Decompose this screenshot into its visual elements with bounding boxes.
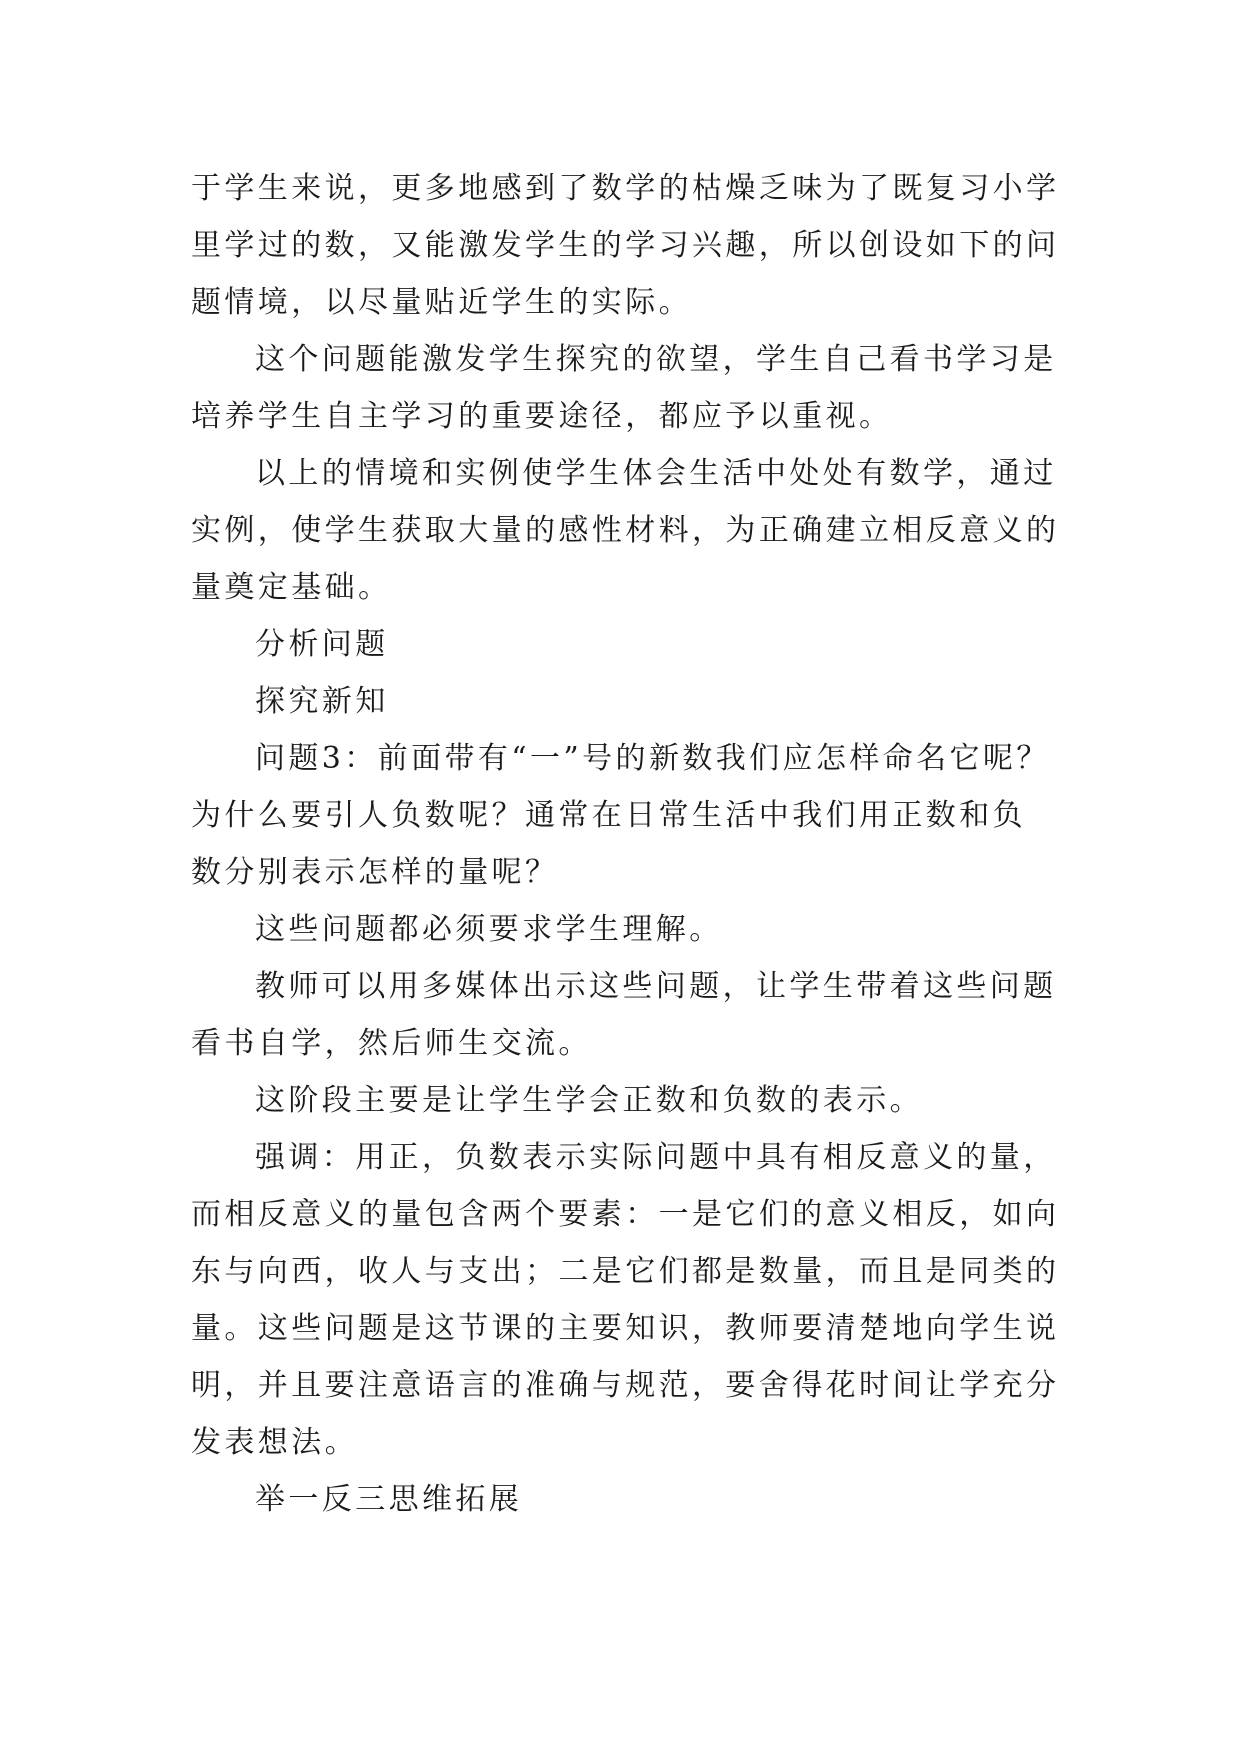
text-line: 量。这些问题是这节课的主要知识，教师要清楚地向学生说 — [191, 1311, 1060, 1346]
paragraph — [191, 901, 1051, 958]
paragraph — [191, 160, 1060, 331]
paragraph — [191, 331, 1057, 445]
text-line: 培养学生自主学习的重要途径，都应予以重视。 — [191, 399, 893, 434]
text-line: 看书自学，然后师生交流。 — [191, 1026, 592, 1061]
text-line: 问题3：前面带有“一”号的新数我们应怎样命名它呢？ — [255, 741, 1050, 776]
text-line: 以上的情境和实例使学生体会生活中处处有数学，通过 — [255, 456, 1057, 491]
text-line: 而相反意义的量包含两个要素：一是它们的意义相反，如向 — [191, 1197, 1060, 1232]
text-line: 强调：用正，负数表示实际问题中具有相反意义的量， — [255, 1140, 1057, 1175]
text-line: 教师可以用多媒体出示这些问题，让学生带着这些问题 — [255, 969, 1057, 1004]
section-heading — [191, 616, 1051, 673]
text-line: 举一反三思维拓展 — [255, 1482, 523, 1517]
text-line: 发表想法。 — [191, 1425, 358, 1460]
text-line: 这些问题都必须要求学生理解。 — [255, 912, 723, 947]
text-line: 东与向西，收人与支出；二是它们都是数量，而且是同类的 — [191, 1254, 1060, 1289]
text-line: 量奠定基础。 — [191, 570, 392, 605]
paragraph — [191, 445, 1060, 616]
text-line: 这阶段主要是让学生学会正数和负数的表示。 — [255, 1083, 923, 1118]
paragraph — [191, 1129, 1060, 1471]
text-line: 分析问题 — [255, 627, 389, 662]
paragraph — [191, 730, 1051, 901]
paragraph — [191, 1072, 1051, 1129]
paragraph — [191, 958, 1057, 1072]
section-heading — [191, 673, 1051, 730]
text-line: 数分别表示怎样的量呢？ — [191, 855, 559, 890]
section-heading — [191, 1471, 1051, 1528]
text-line: 探究新知 — [255, 684, 389, 719]
text-line: 题情境，以尽量贴近学生的实际。 — [191, 285, 692, 320]
text-line: 于学生来说，更多地感到了数学的枯燥乏味为了既复习小学 — [191, 171, 1060, 206]
text-line: 里学过的数，又能激发学生的学习兴趣，所以创设如下的问 — [191, 228, 1060, 263]
text-line: 实例，使学生获取大量的感性材料，为正确建立相反意义的 — [191, 513, 1060, 548]
document-body — [191, 160, 1060, 1528]
text-line: 这个问题能激发学生探究的欲望，学生自己看书学习是 — [255, 342, 1057, 377]
text-line: 为什么要引人负数呢？通常在日常生活中我们用正数和负 — [191, 798, 1026, 833]
text-line: 明，并且要注意语言的准确与规范，要舍得花时间让学充分 — [191, 1368, 1060, 1403]
